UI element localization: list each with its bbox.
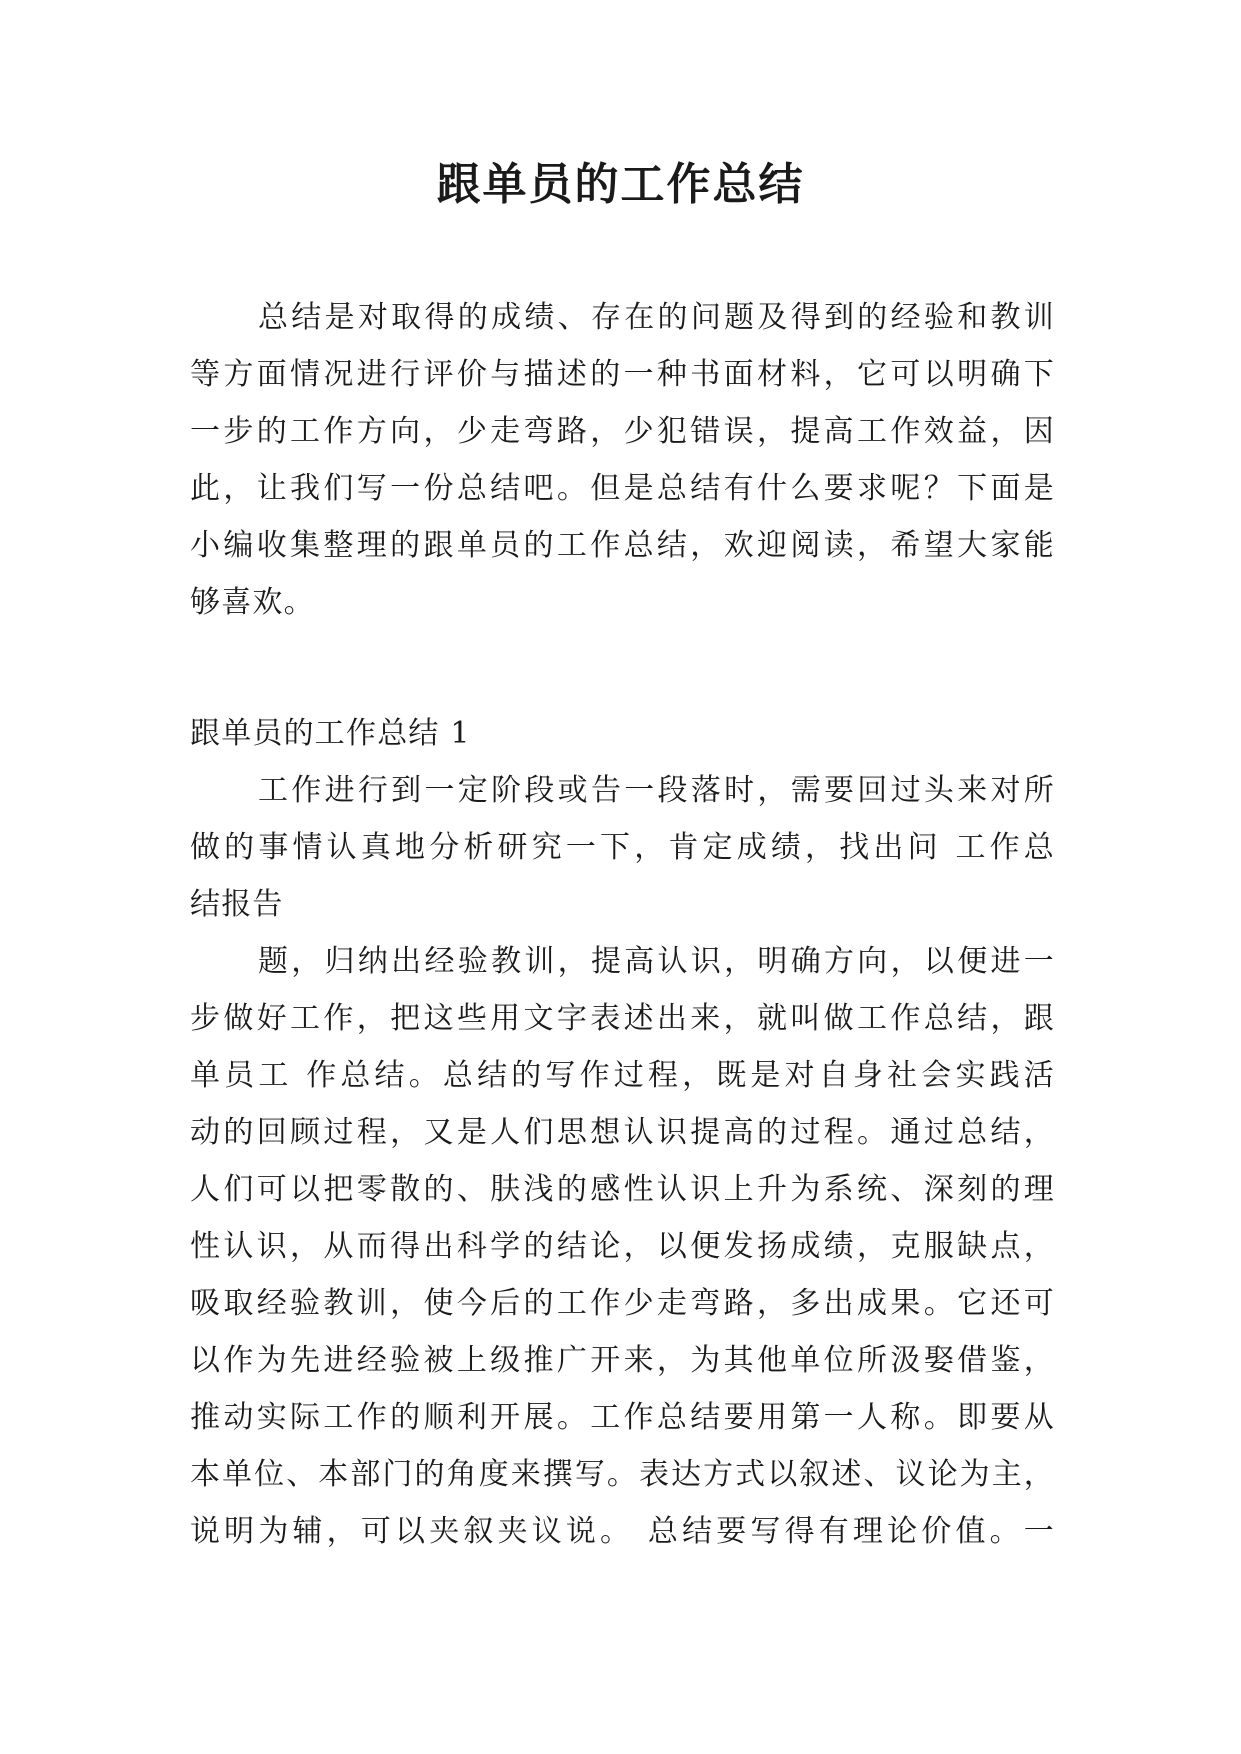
document-title: 跟单员的工作总结	[436, 159, 805, 210]
intro-paragraph	[190, 289, 1055, 631]
intro-line: 此，让我们写一份总结吧。但是总结有什么要求呢？下面是	[190, 471, 1055, 506]
paragraph-line: 人们可以把零散的、肤浅的感性认识上升为系统、深刻的理	[190, 1172, 1055, 1207]
intro-line: 小编收集整理的跟单员的工作总结，欢迎阅读，希望大家能	[190, 528, 1055, 563]
paragraph-line: 单员工 作总结。总结的写作过程，既是对自身社会实践活	[190, 1058, 1055, 1093]
paragraph-line: 吸取经验教训，使今后的工作少走弯路，多出成果。它还可	[190, 1286, 1055, 1321]
paragraph-line: 工作进行到一定阶段或告一段落时，需要回过头来对所	[258, 773, 1055, 808]
intro-line: 总结是对取得的成绩、存在的问题及得到的经验和教训	[258, 300, 1055, 335]
paragraph-line: 说明为辅，可以夹叙夹议说。 总结要写得有理论价值。一	[190, 1514, 1055, 1549]
intro-line: 等方面情况进行评价与描述的一种书面材料，它可以明确下	[190, 357, 1055, 392]
paragraph-line: 本单位、本部门的角度来撰写。表达方式以叙述、议论为主，	[190, 1457, 1055, 1492]
section-heading: 跟单员的工作总结 1	[190, 716, 471, 751]
paragraph-line: 推动实际工作的顺利开展。工作总结要用第一人称。即要从	[190, 1400, 1055, 1435]
body-paragraph-1	[190, 762, 1055, 933]
intro-line: 一步的工作方向，少走弯路，少犯错误，提高工作效益，因	[190, 414, 1055, 449]
paragraph-line: 动的回顾过程，又是人们思想认识提高的过程。通过总结，	[190, 1115, 1055, 1150]
paragraph-line: 结报告	[190, 887, 284, 922]
body-paragraph-2	[190, 933, 1055, 1560]
section-heading-container	[190, 705, 1055, 762]
paragraph-line: 题，归纳出经验教训，提高认识，明确方向，以便进一	[258, 944, 1055, 979]
paragraph-line: 做的事情认真地分析研究一下，肯定成绩，找出问 工作总	[190, 830, 1055, 865]
paragraph-line: 以作为先进经验被上级推广开来，为其他单位所汲娶借鉴，	[190, 1343, 1055, 1378]
paragraph-line: 步做好工作，把这些用文字表述出来，就叫做工作总结，跟	[190, 1001, 1055, 1036]
intro-line: 够喜欢。	[190, 585, 315, 620]
paragraph-line: 性认识，从而得出科学的结论，以便发扬成绩，克服缺点，	[190, 1229, 1055, 1264]
